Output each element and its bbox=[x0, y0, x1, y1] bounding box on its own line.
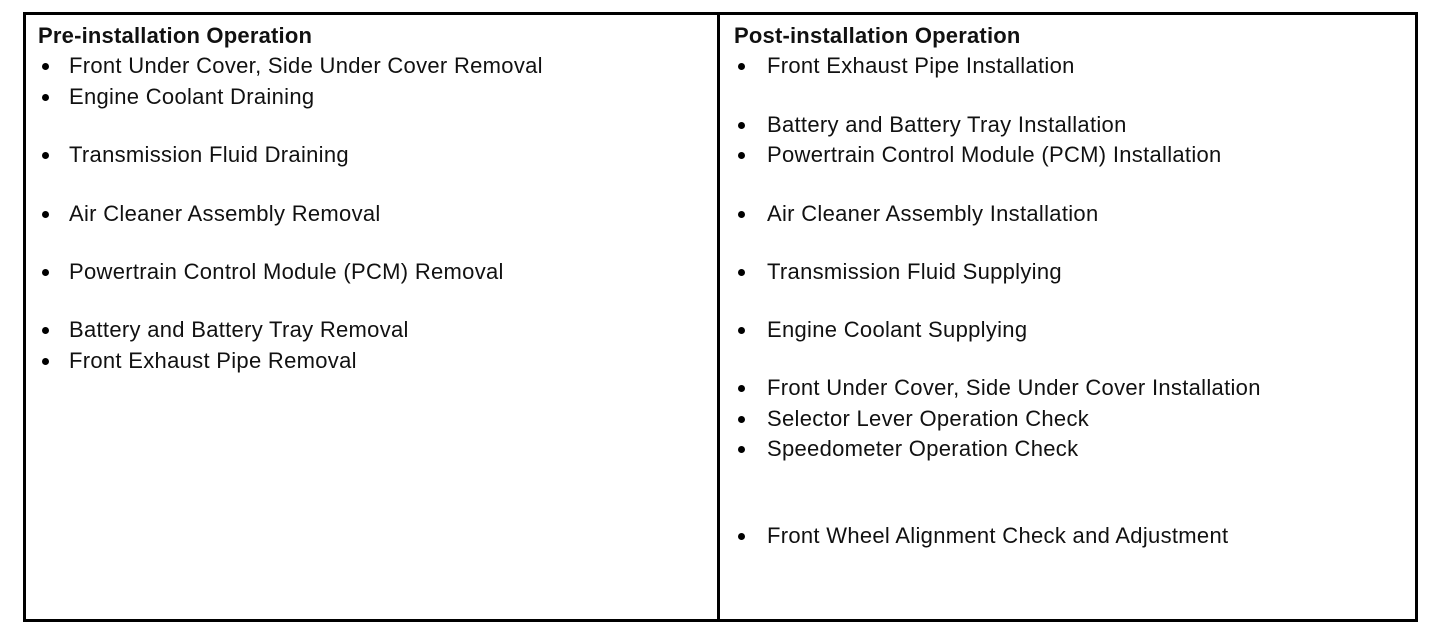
bullet-icon bbox=[42, 152, 49, 159]
list-item-text: Air Cleaner Assembly Removal bbox=[69, 201, 381, 226]
list-item-text: Battery and Battery Tray Installation bbox=[767, 112, 1127, 137]
list-item-text: Front Exhaust Pipe Installation bbox=[767, 53, 1075, 78]
column-divider bbox=[717, 12, 720, 622]
bullet-icon bbox=[738, 416, 745, 423]
list-item-text: Front Under Cover, Side Under Cover Removal bbox=[69, 53, 543, 78]
pre-installation-heading: Pre-installation Operation bbox=[38, 23, 313, 48]
bullet-icon bbox=[738, 63, 745, 70]
bullet-icon bbox=[42, 63, 49, 70]
list-item-text: Engine Coolant Draining bbox=[69, 84, 315, 109]
list-item-text: Powertrain Control Module (PCM) Installation bbox=[767, 142, 1222, 167]
list-item-text: Engine Coolant Supplying bbox=[767, 317, 1028, 342]
list-item-text: Selector Lever Operation Check bbox=[767, 406, 1090, 431]
post-installation-column bbox=[734, 22, 1404, 548]
bullet-icon bbox=[42, 358, 49, 365]
bullet-icon bbox=[738, 152, 745, 159]
list-item-text: Front Exhaust Pipe Removal bbox=[69, 348, 357, 373]
list-item-text: Speedometer Operation Check bbox=[767, 436, 1079, 461]
post-installation-heading: Post-installation Operation bbox=[734, 23, 1021, 48]
list-item-text: Front Under Cover, Side Under Cover Installation bbox=[767, 375, 1261, 400]
list-item-text: Front Wheel Alignment Check and Adjustment bbox=[767, 523, 1229, 548]
bullet-icon bbox=[42, 211, 49, 218]
pre-installation-column bbox=[38, 22, 708, 373]
bullet-icon bbox=[42, 327, 49, 334]
bullet-icon bbox=[738, 446, 745, 453]
bullet-icon bbox=[738, 211, 745, 218]
list-item-text: Transmission Fluid Supplying bbox=[767, 259, 1062, 284]
list-item-text: Air Cleaner Assembly Installation bbox=[767, 201, 1099, 226]
bullet-icon bbox=[42, 94, 49, 101]
bullet-icon bbox=[42, 269, 49, 276]
bullet-icon bbox=[738, 385, 745, 392]
bullet-icon bbox=[738, 122, 745, 129]
bullet-icon bbox=[738, 269, 745, 276]
list-item-text: Battery and Battery Tray Removal bbox=[69, 317, 409, 342]
list-item-text: Transmission Fluid Draining bbox=[69, 142, 349, 167]
list-item-text: Powertrain Control Module (PCM) Removal bbox=[69, 259, 504, 284]
bullet-icon bbox=[738, 327, 745, 334]
bullet-icon bbox=[738, 533, 745, 540]
